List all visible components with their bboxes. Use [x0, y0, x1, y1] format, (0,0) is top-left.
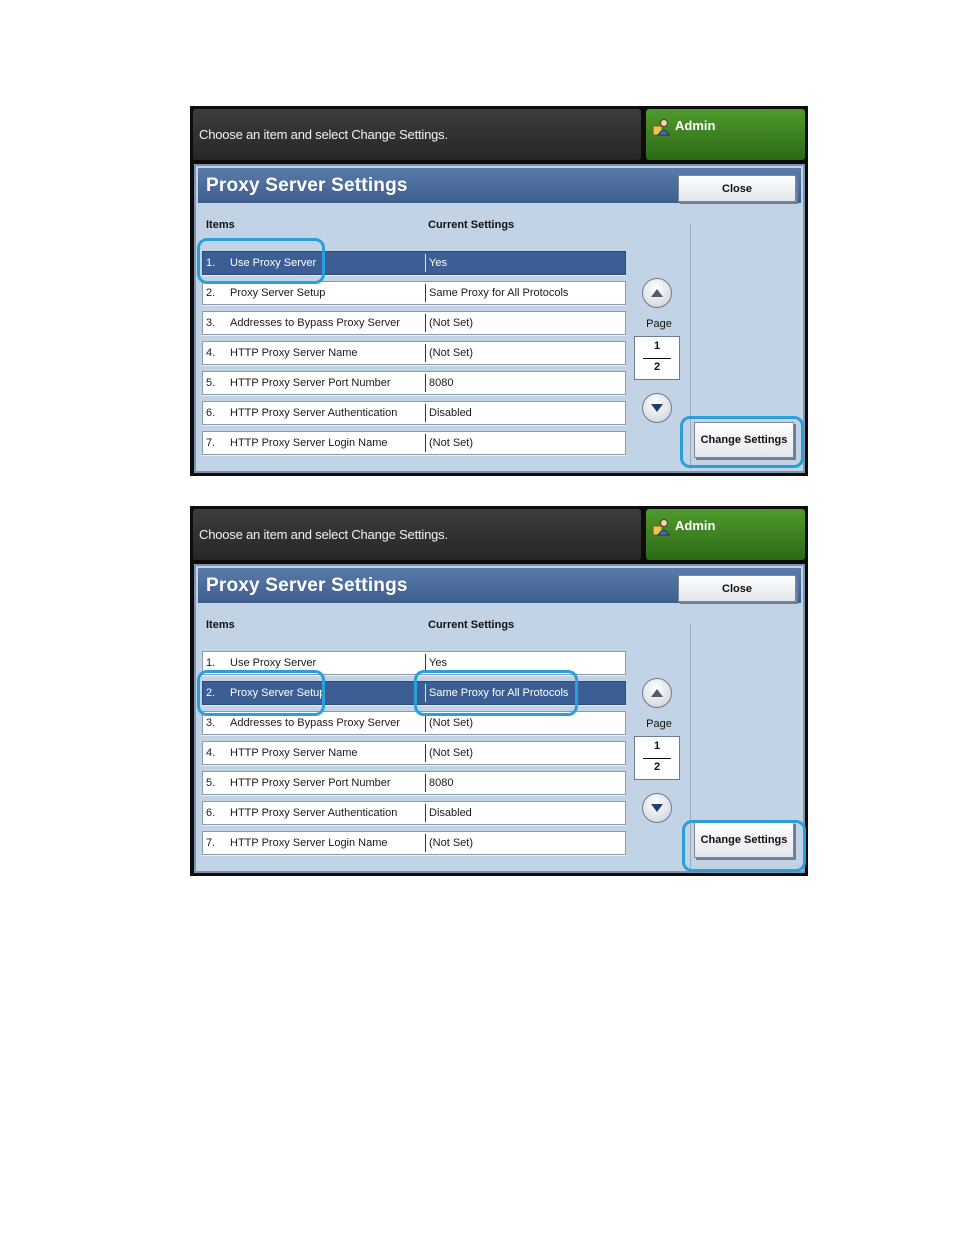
- scroll-up-icon: [650, 688, 664, 698]
- setting-row[interactable]: [202, 401, 626, 425]
- divider: [690, 624, 691, 869]
- current-settings-column-header: Current Settings: [428, 219, 515, 231]
- setting-row[interactable]: [202, 341, 626, 365]
- column-separator: [425, 774, 426, 792]
- page-title: Proxy Server Settings: [206, 575, 408, 596]
- row-label: Use Proxy Server: [230, 657, 317, 669]
- column-separator: [425, 374, 426, 392]
- setting-row[interactable]: [202, 741, 626, 765]
- column-separator: [425, 714, 426, 732]
- screen-2: [190, 506, 808, 876]
- scroll-up-icon: [650, 288, 664, 298]
- screen-1: [190, 106, 808, 476]
- row-label: HTTP Proxy Server Name: [230, 347, 358, 359]
- page-label: Page: [646, 718, 672, 730]
- row-label: Proxy Server Setup: [230, 287, 326, 299]
- title-bar: [198, 168, 801, 203]
- divider: [690, 224, 691, 469]
- row-number: 7.: [206, 837, 216, 849]
- change-settings-button[interactable]: Change Settings: [694, 422, 794, 458]
- scroll-down-button[interactable]: [642, 793, 672, 823]
- row-label: Proxy Server Setup: [230, 687, 326, 699]
- column-separator: [425, 804, 426, 822]
- row-value: Same Proxy for All Protocols: [429, 287, 569, 299]
- row-value: (Not Set): [429, 837, 474, 849]
- setting-row[interactable]: [202, 431, 626, 455]
- row-value: (Not Set): [429, 347, 474, 359]
- admin-button[interactable]: [646, 109, 805, 160]
- column-separator: [425, 654, 426, 672]
- scroll-down-button[interactable]: [642, 393, 672, 423]
- row-label: Addresses to Bypass Proxy Server: [230, 317, 400, 329]
- page-title: Proxy Server Settings: [206, 175, 408, 196]
- row-value: Disabled: [429, 807, 472, 819]
- current-page: 1: [653, 740, 661, 752]
- close-button[interactable]: Close: [678, 575, 796, 602]
- page-indicator: [634, 336, 680, 380]
- row-label: HTTP Proxy Server Authentication: [230, 407, 398, 419]
- page-indicator: [634, 736, 680, 780]
- column-separator: [425, 404, 426, 422]
- row-value: (Not Set): [429, 717, 474, 729]
- current-settings-column-header: Current Settings: [428, 619, 515, 631]
- setting-row[interactable]: [202, 831, 626, 855]
- row-value: Yes: [429, 657, 447, 669]
- row-value: Same Proxy for All Protocols: [429, 687, 569, 699]
- row-number: 3.: [206, 717, 216, 729]
- scroll-down-icon: [650, 803, 664, 813]
- row-label: HTTP Proxy Server Login Name: [230, 437, 388, 449]
- row-number: 5.: [206, 377, 216, 389]
- admin-user-icon: [652, 518, 670, 536]
- row-number: 4.: [206, 347, 216, 359]
- title-bar: [198, 568, 801, 603]
- row-label: HTTP Proxy Server Login Name: [230, 837, 388, 849]
- items-column-header: Items: [206, 219, 235, 231]
- setting-row[interactable]: [202, 651, 626, 675]
- total-pages: 2: [653, 361, 661, 373]
- setting-row[interactable]: [202, 711, 626, 735]
- row-label: Use Proxy Server: [230, 257, 317, 269]
- row-label: HTTP Proxy Server Authentication: [230, 807, 398, 819]
- user-name: Admin: [675, 118, 716, 133]
- row-number: 1.: [206, 657, 216, 669]
- row-value: Disabled: [429, 407, 472, 419]
- scroll-down-icon: [650, 403, 664, 413]
- scroll-up-button[interactable]: [642, 278, 672, 308]
- row-number: 6.: [206, 407, 216, 419]
- row-number: 1.: [206, 257, 216, 269]
- change-settings-button[interactable]: Change Settings: [694, 822, 794, 858]
- row-value: Yes: [429, 257, 447, 269]
- page-label: Page: [646, 318, 672, 330]
- row-number: 4.: [206, 747, 216, 759]
- column-separator: [425, 344, 426, 362]
- row-label: HTTP Proxy Server Port Number: [230, 377, 391, 389]
- total-pages: 2: [653, 761, 661, 773]
- setting-row[interactable]: [202, 801, 626, 825]
- row-value: (Not Set): [429, 747, 474, 759]
- column-separator: [425, 744, 426, 762]
- setting-row[interactable]: [202, 371, 626, 395]
- scroll-up-button[interactable]: [642, 678, 672, 708]
- row-number: 6.: [206, 807, 216, 819]
- proxy-settings-panel: [194, 164, 805, 473]
- column-separator: [425, 314, 426, 332]
- row-number: 7.: [206, 437, 216, 449]
- admin-user-icon: [652, 118, 670, 136]
- page-divider: [643, 758, 671, 759]
- column-separator: [425, 254, 426, 272]
- message-bar: Choose an item and select Change Settings.: [193, 509, 641, 560]
- setting-row[interactable]: [202, 311, 626, 335]
- column-separator: [425, 684, 426, 702]
- column-separator: [425, 284, 426, 302]
- row-label: HTTP Proxy Server Name: [230, 747, 358, 759]
- row-number: 2.: [206, 287, 216, 299]
- setting-row[interactable]: [202, 681, 626, 705]
- row-number: 3.: [206, 317, 216, 329]
- row-label: Addresses to Bypass Proxy Server: [230, 717, 400, 729]
- setting-row[interactable]: [202, 251, 626, 275]
- close-button[interactable]: Close: [678, 175, 796, 202]
- column-separator: [425, 834, 426, 852]
- row-number: 5.: [206, 777, 216, 789]
- user-name: Admin: [675, 518, 716, 533]
- setting-row[interactable]: [202, 281, 626, 305]
- row-number: 2.: [206, 687, 216, 699]
- setting-row[interactable]: [202, 771, 626, 795]
- row-value: 8080: [429, 777, 454, 789]
- message-bar: Choose an item and select Change Settings.: [193, 109, 641, 160]
- items-column-header: Items: [206, 619, 235, 631]
- row-value: (Not Set): [429, 437, 474, 449]
- current-page: 1: [653, 340, 661, 352]
- row-value: (Not Set): [429, 317, 474, 329]
- page-divider: [643, 358, 671, 359]
- column-separator: [425, 434, 426, 452]
- row-value: 8080: [429, 377, 454, 389]
- row-label: HTTP Proxy Server Port Number: [230, 777, 391, 789]
- admin-button[interactable]: [646, 509, 805, 560]
- proxy-settings-panel: [194, 564, 805, 873]
